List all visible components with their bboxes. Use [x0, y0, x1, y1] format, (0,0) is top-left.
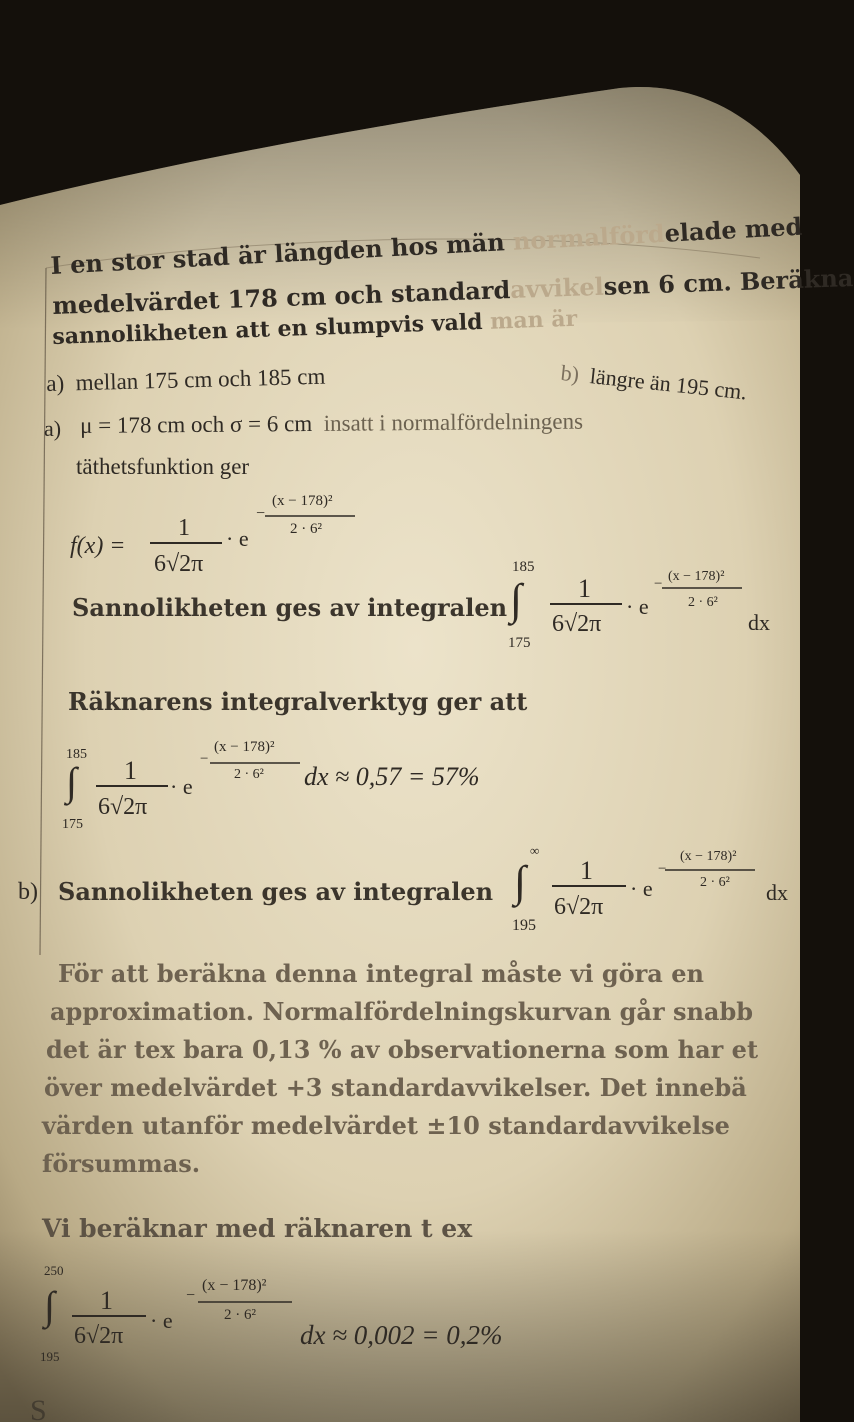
part-a-question — [46, 365, 326, 395]
calc-sentence-b: Vi beräknar med räknaren t ex — [42, 1214, 473, 1243]
calc-b-times-e: · e — [150, 1308, 173, 1333]
svg-text:S: S — [30, 1394, 47, 1422]
integral-sign-a: ∫ — [510, 575, 523, 624]
params-suffix: insatt i normalfördelningens — [323, 408, 584, 436]
paragraph-line: approximation. Normalfördelningskurvan går snabb — [50, 997, 754, 1026]
integral-b-exp-den: 2 · 6² — [700, 875, 730, 890]
integral-b-denominator: 6√2π — [554, 894, 604, 920]
density-denominator: 6√2π — [154, 551, 204, 577]
calc-lower-b: 195 — [40, 1349, 60, 1364]
integral-b-dx: dx — [766, 880, 788, 905]
calc-a-exp-num: (x − 178)² — [214, 739, 275, 755]
integral-b-times-e: · e — [630, 876, 653, 901]
part-b-question — [560, 362, 748, 403]
integral-a-times-e: · e — [626, 594, 649, 619]
calc-integral-sign-a: ∫ — [66, 759, 77, 804]
calc-b-denominator: 6√2π — [74, 1323, 124, 1349]
problem-faded-text: man är — [489, 305, 578, 335]
integral-a-denominator: 6√2π — [552, 611, 602, 637]
solution-a-params — [80, 410, 583, 437]
calc-integral-sign-b: ∫ — [44, 1283, 55, 1328]
calc-b-exp-sign: − — [186, 1287, 196, 1304]
problem-text: sannolikheten att en slumpvis vald — [51, 308, 491, 350]
calc-b-result: dx ≈ 0,002 = 0,2% — [300, 1320, 503, 1350]
calc-sentence-a: Räknarens integralverktyg ger att — [68, 687, 528, 716]
calc-b-exp-den: 2 · 6² — [224, 1307, 256, 1323]
calc-lower-a: 175 — [62, 817, 83, 832]
integral-lower-a: 175 — [508, 635, 531, 651]
integral-a-dx: dx — [748, 610, 770, 635]
paragraph-line: över medelvärdet +3 standardavvikelser. Det innebä — [44, 1073, 747, 1102]
calc-a-times-e: · e — [170, 774, 193, 799]
calc-a-result: dx ≈ 0,57 = 57% — [304, 762, 480, 791]
integral-a-exp-num: (x − 178)² — [668, 569, 725, 584]
solution-a-params-cont: täthetsfunktion ger — [76, 454, 250, 479]
problem-text: medelvärdet 178 cm och standard — [51, 275, 511, 320]
exp-denominator: 2 · 6² — [290, 521, 322, 537]
paragraph-line: det är tex bara 0,13 % av observationerna som har et — [46, 1035, 759, 1064]
integral-b-exp-num: (x − 178)² — [680, 849, 737, 864]
calc-b-exp-num: (x − 178)² — [202, 1277, 267, 1294]
integral-sentence-a: Sannolikheten ges av integralen — [72, 593, 508, 622]
exp-numerator: (x − 178)² — [272, 493, 333, 509]
integral-sign-b: ∫ — [514, 857, 527, 906]
part-b-text: längre än 195 cm. — [588, 363, 749, 405]
density-times-e: · e — [226, 526, 249, 551]
calc-a-denominator: 6√2π — [98, 794, 148, 820]
calc-b-numerator: 1 — [100, 1286, 113, 1315]
integral-b-numerator: 1 — [580, 856, 593, 885]
density-lhs: f(x) = — [70, 533, 126, 559]
paragraph-line: värden utanför medelvärdet ±10 standardavvikelse — [42, 1111, 730, 1140]
density-numerator: 1 — [178, 515, 190, 541]
calc-upper-a: 185 — [66, 747, 87, 762]
params-text: μ = 178 cm och σ = 6 cm — [79, 410, 313, 438]
calc-a-exp-sign: − — [200, 751, 209, 767]
problem-text: I en stor stad är längden hos män — [49, 226, 514, 280]
problem-faded-text: avvikel — [509, 271, 605, 304]
integral-upper-b: ∞ — [530, 843, 540, 858]
paragraph-line: För att beräkna denna integral måste vi göra en — [58, 959, 704, 988]
integral-lower-b: 195 — [512, 917, 536, 934]
solution-a-marker: a) — [44, 416, 62, 441]
part-marker: b) — [559, 360, 581, 387]
exp-sign: − — [256, 505, 266, 522]
integral-a-exp-sign: − — [654, 576, 663, 592]
problem-text: elade med — [663, 211, 803, 248]
integral-a-numerator: 1 — [578, 574, 591, 603]
calc-upper-b: 250 — [44, 1263, 64, 1278]
calc-a-numerator: 1 — [124, 756, 137, 785]
paragraph-line: försummas. — [42, 1149, 201, 1178]
problem-faded-text: normalförd — [512, 218, 666, 256]
part-a-text: mellan 175 cm och 185 cm — [75, 363, 326, 396]
integral-sentence-b: Sannolikheten ges av integralen — [58, 877, 494, 906]
solution-b-marker: b) — [18, 879, 38, 905]
part-marker: a) — [45, 370, 65, 396]
problem-text: sen 6 cm. Beräkna — [603, 263, 854, 301]
integral-a-exp-den: 2 · 6² — [688, 595, 718, 610]
integral-b-exp-sign: − — [658, 861, 667, 877]
integral-upper-a: 185 — [512, 559, 535, 575]
calc-a-exp-den: 2 · 6² — [234, 767, 264, 782]
